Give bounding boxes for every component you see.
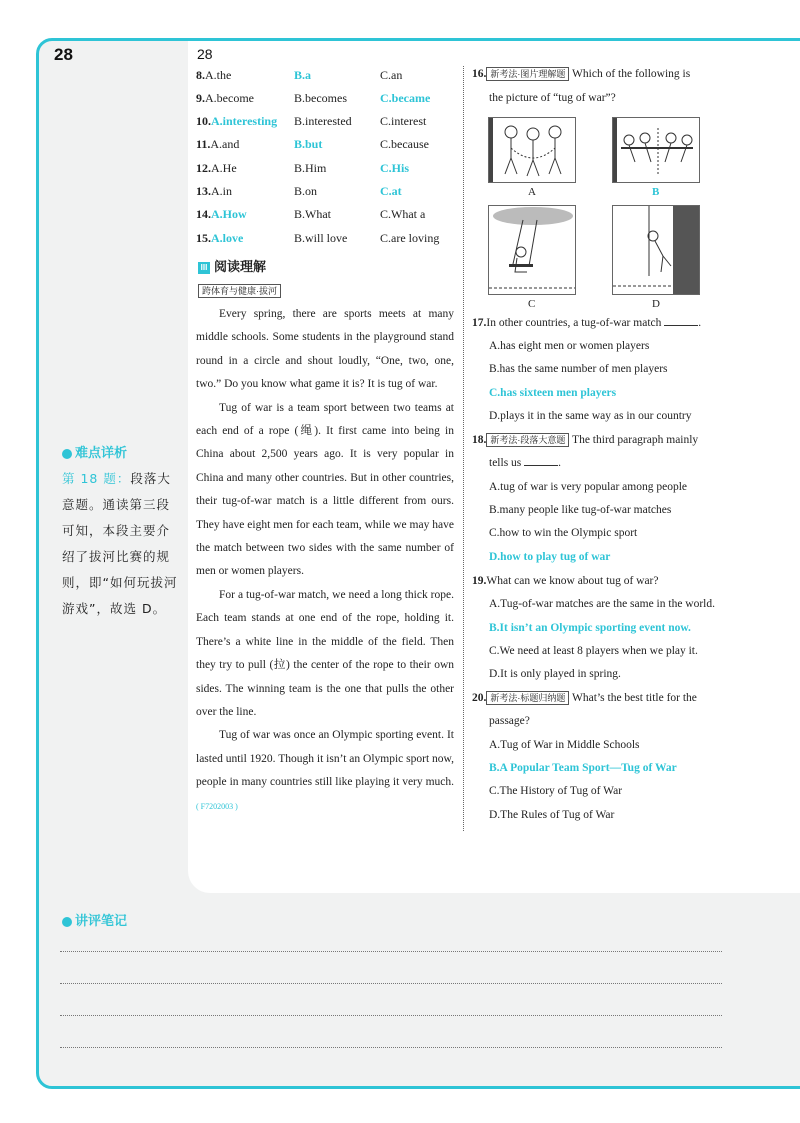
picture-a-illustration <box>489 118 575 182</box>
cloze-option[interactable]: 13.A.in <box>196 184 232 198</box>
note-line[interactable] <box>60 1015 722 1016</box>
cloze-option[interactable]: 14.A.How <box>196 207 247 221</box>
cloze-option[interactable]: 11.A.and <box>196 137 240 151</box>
option: B.has the same number of men players <box>489 363 668 375</box>
cloze-option[interactable]: B.becomes <box>294 91 347 105</box>
picture-c-label: C <box>528 298 536 310</box>
cloze-option[interactable]: 10.A.interesting <box>196 114 278 128</box>
option: D.plays it in the same way as in our country <box>489 410 692 422</box>
option: A.Tug of War in Middle Schools <box>489 739 640 751</box>
picture-b-illustration <box>613 118 699 182</box>
option: C.how to win the Olympic sport <box>489 527 638 539</box>
cloze-option[interactable]: B.interested <box>294 114 352 128</box>
cloze-option[interactable]: 8.A.the <box>196 68 232 82</box>
picture-b-label: B <box>652 186 660 198</box>
picture-d-illustration <box>613 206 699 294</box>
page-number-top: 28 <box>197 46 213 62</box>
cloze-option[interactable]: C.became <box>380 91 431 105</box>
picture-c-illustration <box>489 206 575 294</box>
picture-b[interactable] <box>612 117 700 183</box>
option: A.Tug-of-war matches are the same in the world. <box>489 598 715 610</box>
cloze-option[interactable]: 15.A.love <box>196 231 244 245</box>
passage-paragraph: Every spring, there are sports meets at many middle schools. Some students in the playground stand round in a circle and shout loudly, “One, two, one, two.” Do you know what game it is? It is tug of war. <box>196 308 454 391</box>
sidebar-title: 难点详析 <box>62 442 127 461</box>
option-answer: B.A Popular Team Sport—Tug of War <box>489 762 677 774</box>
cloze-option[interactable]: 9.A.become <box>196 91 254 105</box>
option: A.has eight men or women players <box>489 340 650 352</box>
passage-paragraph: For a tug-of-war match, we need a long thick rope. Each team stands at one end of the rope, holding it. There’s a white line in the middle of the field. Then they try to pull (拉) the center of the rope to their own sides. The winning team is the one that pulls the other over the line. <box>196 588 454 718</box>
column-divider <box>463 66 464 831</box>
cloze-option[interactable]: C.What a <box>380 207 426 221</box>
option: C.The History of Tug of War <box>489 785 623 797</box>
cloze-option[interactable]: B.but <box>294 137 323 151</box>
picture-d[interactable] <box>612 205 700 295</box>
notes-bullet-icon <box>62 917 72 927</box>
cloze-option[interactable]: B.Him <box>294 161 327 175</box>
sidebar-bullet-icon <box>62 449 72 459</box>
option: B.many people like tug-of-war matches <box>489 504 672 516</box>
cloze-option[interactable]: B.on <box>294 184 318 198</box>
cloze-option[interactable]: B.What <box>294 207 331 221</box>
passage-paragraph: Tug of war is a team sport between two teams at each end of a rope (绳). It first came into being in China about 2,500 years ago. It is very popular in China and many other countries. But in other countries, their tug-of-war match is a little different from ours. They have eight men for each team, while we may have the match between two sides with the same number of men or women players. <box>196 401 454 578</box>
picture-a[interactable] <box>488 117 576 183</box>
passage-paragraph: Tug of war was once an Olympic sporting event. It lasted until 1920. Though it isn’t an Olympic sport now, people in many countries still like playing it very much. ( F7202003 ) <box>196 729 454 811</box>
section-icon: III <box>198 262 210 274</box>
cloze-option[interactable]: B.will love <box>294 231 348 245</box>
option: A.tug of war is very popular among people <box>489 481 688 493</box>
option: C.We need at least 8 players when we play it. <box>489 645 698 657</box>
section-heading: III 阅读理解 <box>198 256 266 275</box>
note-line[interactable] <box>60 1047 722 1048</box>
picture-c[interactable] <box>488 205 576 295</box>
option: D.The Rules of Tug of War <box>489 809 615 821</box>
picture-d-label: D <box>652 298 660 310</box>
answer-blank <box>664 315 698 326</box>
note-line[interactable] <box>60 951 722 952</box>
cloze-option[interactable]: 12.A.He <box>196 161 237 175</box>
reading-passage <box>196 303 454 818</box>
note-line[interactable] <box>60 983 722 984</box>
topic-tag: 跨体育与健康·拔河 <box>198 281 281 299</box>
page-number-left: 28 <box>54 45 73 64</box>
cloze-option[interactable]: C.because <box>380 137 429 151</box>
cloze-option[interactable]: C.are loving <box>380 231 440 245</box>
option-answer: C.has sixteen men players <box>489 387 617 399</box>
cloze-option[interactable]: C.interest <box>380 114 427 128</box>
item-code: ( F7202003 ) <box>196 801 238 811</box>
answer-blank <box>524 455 558 466</box>
cloze-option[interactable]: C.an <box>380 68 403 82</box>
option-answer: B.It isn’t an Olympic sporting event now. <box>489 622 691 634</box>
sidebar-explanation: 第 18 题：段落大意题。通读第三段可知，本段主要介绍了拔河比赛的规则，即“如何玩拔河游戏”，故选 D。 <box>62 471 178 616</box>
notes-title: 讲评笔记 <box>62 910 127 929</box>
cloze-option[interactable]: C.His <box>380 161 410 175</box>
picture-a-label: A <box>528 186 536 198</box>
option-answer: D.how to play tug of war <box>489 551 611 563</box>
cloze-option[interactable]: B.a <box>294 68 312 82</box>
cloze-option[interactable]: C.at <box>380 184 402 198</box>
option: D.It is only played in spring. <box>489 668 621 680</box>
